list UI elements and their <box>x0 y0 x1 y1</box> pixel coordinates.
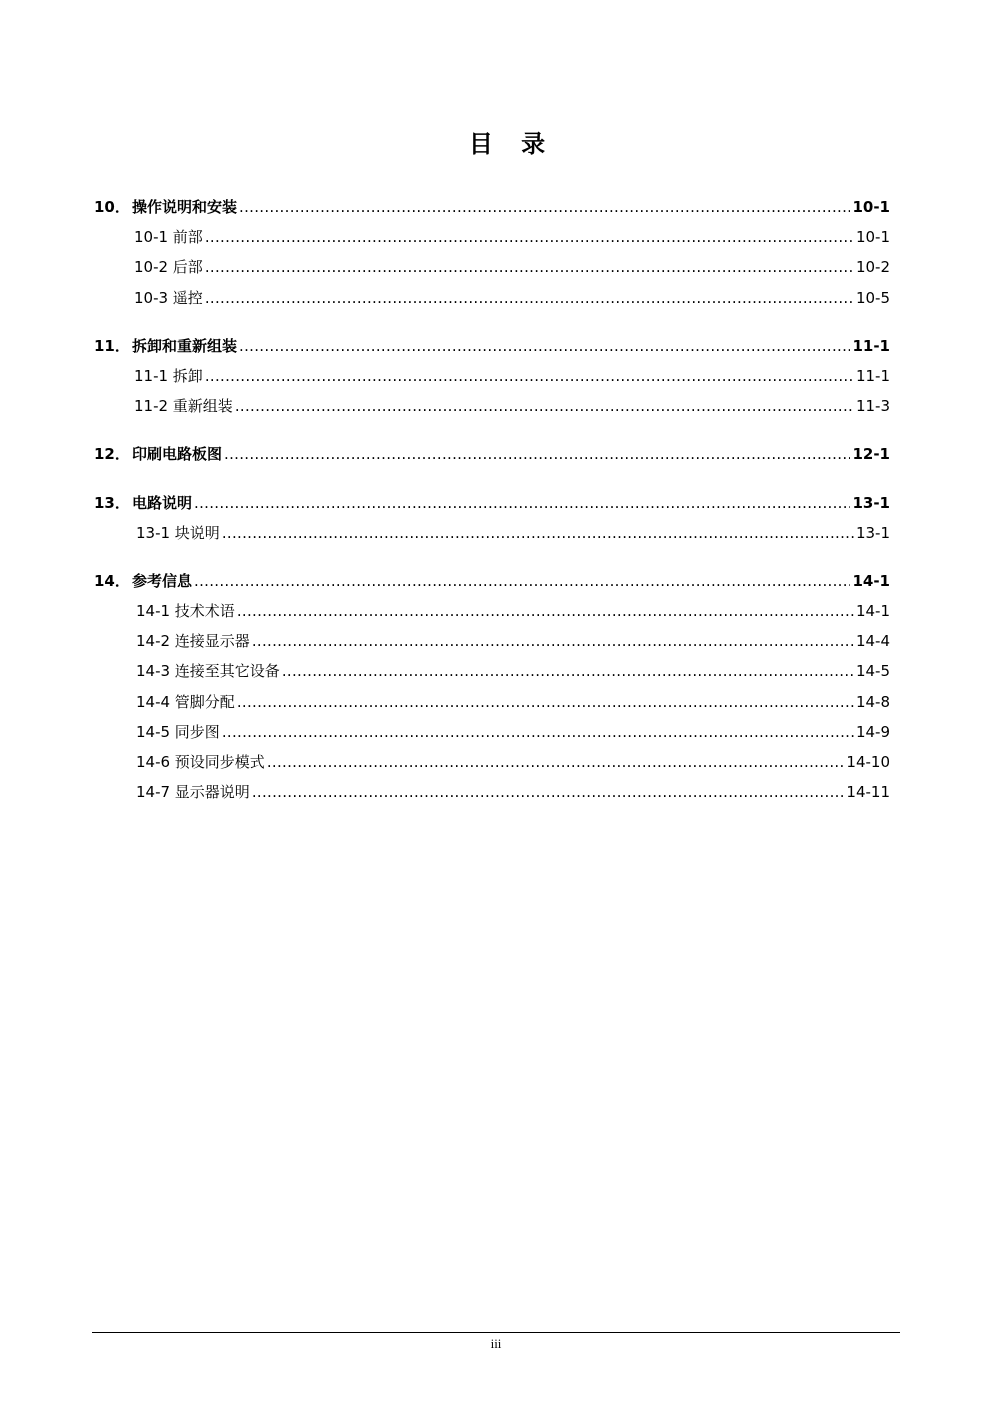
dot-leader <box>224 439 850 469</box>
chapter-title: 拆卸和重新组装 <box>132 336 238 355</box>
dot-leader <box>267 747 845 777</box>
dot-leader <box>239 331 850 361</box>
section-title: 14-5 同步图 <box>136 722 220 741</box>
page-ref: 14-9 <box>855 722 890 741</box>
section-title: 11-2 重新组装 <box>134 397 233 416</box>
dot-leader <box>252 777 845 807</box>
page-ref: 11-1 <box>852 336 890 355</box>
toc-section-13-1[interactable] <box>94 518 890 548</box>
dot-leader <box>235 391 854 421</box>
dot-leader <box>194 488 850 518</box>
toc-section-14-2[interactable] <box>94 626 890 656</box>
dot-leader <box>237 596 854 626</box>
page-ref: 14-11 <box>846 783 890 802</box>
table-of-contents <box>94 192 890 807</box>
page-ref: 14-5 <box>855 662 890 681</box>
chapter-title: 操作说明和安装 <box>132 198 238 216</box>
section-title: 10-1 前部 <box>134 228 203 247</box>
section-title: 10-2 后部 <box>134 258 203 277</box>
section-title: 14-4 管脚分配 <box>136 692 235 711</box>
toc-chapter-12[interactable] <box>94 439 890 469</box>
dot-leader <box>222 717 854 747</box>
dot-leader <box>239 192 850 222</box>
page-ref: 14-4 <box>855 632 890 651</box>
chapter-number: 10． <box>94 198 130 216</box>
section-title: 13-1 块说明 <box>136 523 220 542</box>
toc-chapter-10[interactable] <box>94 192 890 222</box>
section-title: 14-7 显示器说明 <box>136 783 250 802</box>
toc-section-14-5[interactable] <box>94 717 890 747</box>
page-ref: 14-1 <box>855 602 890 621</box>
toc-section-14-3[interactable] <box>94 656 890 686</box>
section-title: 14-2 连接显示器 <box>136 632 250 651</box>
toc-section-14-4[interactable] <box>94 687 890 717</box>
dot-leader <box>205 361 854 391</box>
chapter-title: 参考信息 <box>132 571 193 590</box>
page-ref: 13-1 <box>852 493 890 512</box>
toc-chapter-13[interactable] <box>94 488 890 518</box>
dot-leader <box>194 566 850 596</box>
toc-chapter-11[interactable] <box>94 331 890 361</box>
toc-section-11-2[interactable] <box>94 391 890 421</box>
dot-leader <box>252 626 854 656</box>
page-ref: 11-3 <box>855 397 890 416</box>
page-ref: 11-1 <box>855 366 890 385</box>
chapter-number: 14． <box>94 571 130 590</box>
page-ref: 10-1 <box>852 198 890 216</box>
section-title: 11-1 拆卸 <box>134 366 203 385</box>
page-ref: 10-1 <box>855 228 890 247</box>
dot-leader <box>205 252 854 282</box>
page-ref: 13-1 <box>855 523 890 542</box>
section-title: 10-3 遥控 <box>134 288 203 307</box>
dot-leader <box>205 222 854 252</box>
page-ref: 14-1 <box>852 571 890 590</box>
page-ref: 14-8 <box>855 692 890 711</box>
toc-section-14-6[interactable] <box>94 747 890 777</box>
page-ref: 12-1 <box>852 445 890 464</box>
section-title: 14-3 连接至其它设备 <box>136 662 280 681</box>
chapter-title: 印刷电路板图 <box>132 445 223 464</box>
toc-section-10-3[interactable] <box>94 283 890 313</box>
page-ref: 10-5 <box>855 288 890 307</box>
toc-section-14-1[interactable] <box>94 596 890 626</box>
chapter-number: 11． <box>94 336 130 355</box>
dot-leader <box>205 283 854 313</box>
toc-chapter-14[interactable] <box>94 566 890 596</box>
toc-section-10-1[interactable] <box>94 222 890 252</box>
page-ref: 10-2 <box>855 258 890 277</box>
page-ref: 14-10 <box>846 753 890 771</box>
toc-section-10-2[interactable] <box>94 252 890 282</box>
toc-section-11-1[interactable] <box>94 361 890 391</box>
dot-leader <box>222 518 854 548</box>
footer-divider <box>92 1332 900 1333</box>
section-title: 14-6 预设同步模式 <box>136 753 265 771</box>
chapter-title: 电路说明 <box>132 493 193 512</box>
section-title: 14-1 技术术语 <box>136 602 235 621</box>
chapter-number: 12． <box>94 445 130 464</box>
dot-leader <box>237 687 854 717</box>
chapter-number: 13． <box>94 493 130 512</box>
page-title: 目 录 <box>468 130 556 158</box>
page-number: iii <box>490 1336 502 1351</box>
dot-leader <box>282 656 854 686</box>
toc-section-14-7[interactable] <box>94 777 890 807</box>
